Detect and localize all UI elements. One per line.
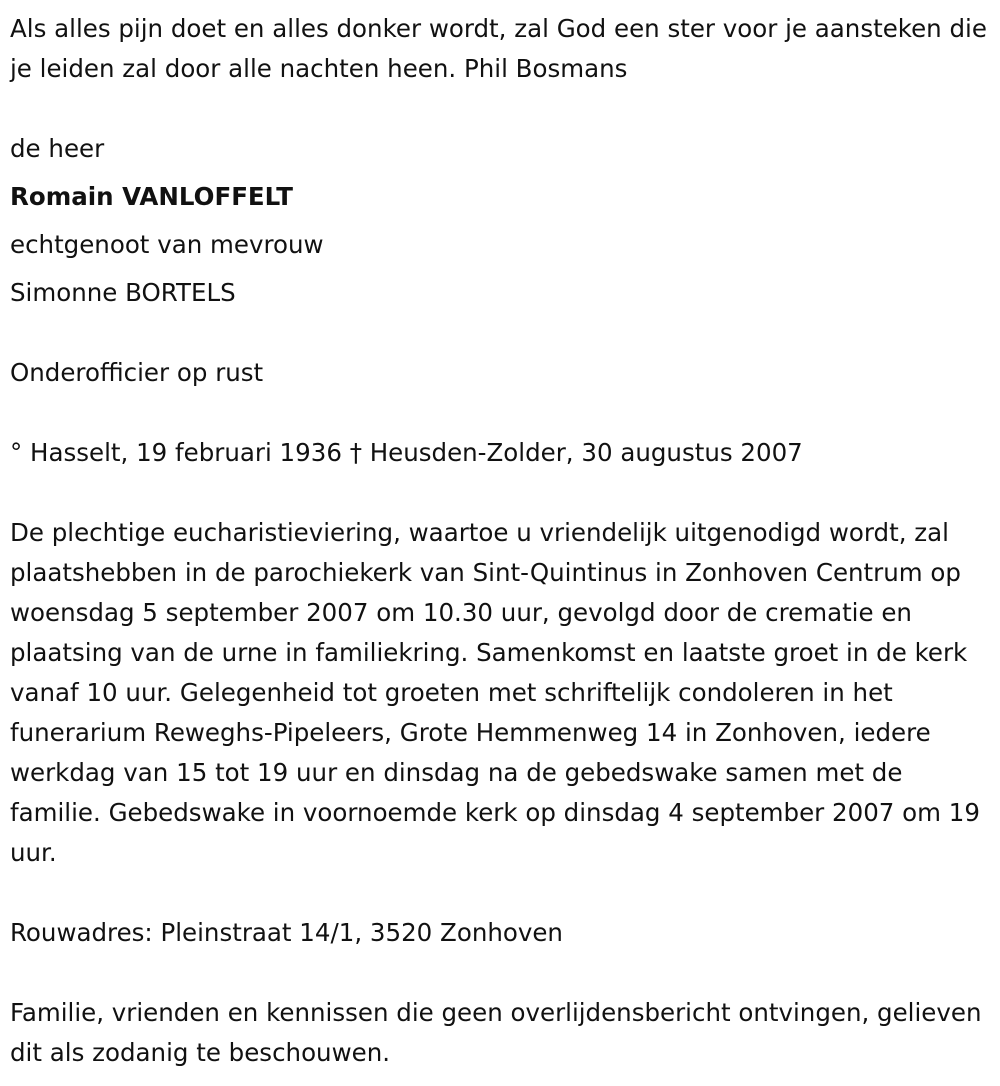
occupation: Onderofficier op rust bbox=[10, 358, 264, 387]
spacer bbox=[10, 313, 990, 353]
spacer bbox=[10, 873, 990, 913]
mourning-address: Rouwadres: Pleinstraat 14/1, 3520 Zonhoven bbox=[10, 918, 563, 947]
salutation: de heer bbox=[10, 134, 105, 163]
birth-death-line: ° Hasselt, 19 februari 1936 † Heusden-Zolder, 30 augustus 2007 bbox=[10, 438, 803, 467]
spacer bbox=[10, 393, 990, 433]
closing-note: Familie, vrienden en kennissen die geen overlijdensbericht ontvingen, gelieven dit als zodanig te beschouwen. bbox=[10, 998, 990, 1067]
deceased-name: Romain VANLOFFELT bbox=[10, 182, 293, 211]
ceremony-details: De plechtige eucharistieviering, waartoe u vriendelijk uitgenodigd wordt, zal plaatshebben in de parochiekerk van Sint-Quintinus in Zonhoven Centrum op woensdag 5 september 2007 om 10.30 uur, gevolgd door de crematie en plaatsing van de urne in familiekring. Samenkomst en laatste groet in de kerk vanaf 10 uur. Gelegenheid tot groeten met schriftelijk condoleren in het funerarium Reweghs-Pipeleers, Grote Hemmenweg 14 in Zonhoven, iedere werkdag van 15 tot 19 uur en dinsdag na de gebedswake samen met de familie. Gebedswake in voornoemde kerk op dinsdag 4 september 2007 om 19 uur. bbox=[10, 518, 988, 867]
quote-text: Als alles pijn doet en alles donker wordt, zal God een ster voor je aansteken die je leiden zal door alle nachten heen. Phil Bosmans bbox=[10, 14, 995, 83]
spouse-relation: echtgenoot van mevrouw bbox=[10, 230, 324, 259]
spacer bbox=[10, 473, 990, 513]
spouse-name: Simonne BORTELS bbox=[10, 278, 236, 307]
spacer bbox=[10, 953, 990, 993]
spacer bbox=[10, 89, 990, 129]
